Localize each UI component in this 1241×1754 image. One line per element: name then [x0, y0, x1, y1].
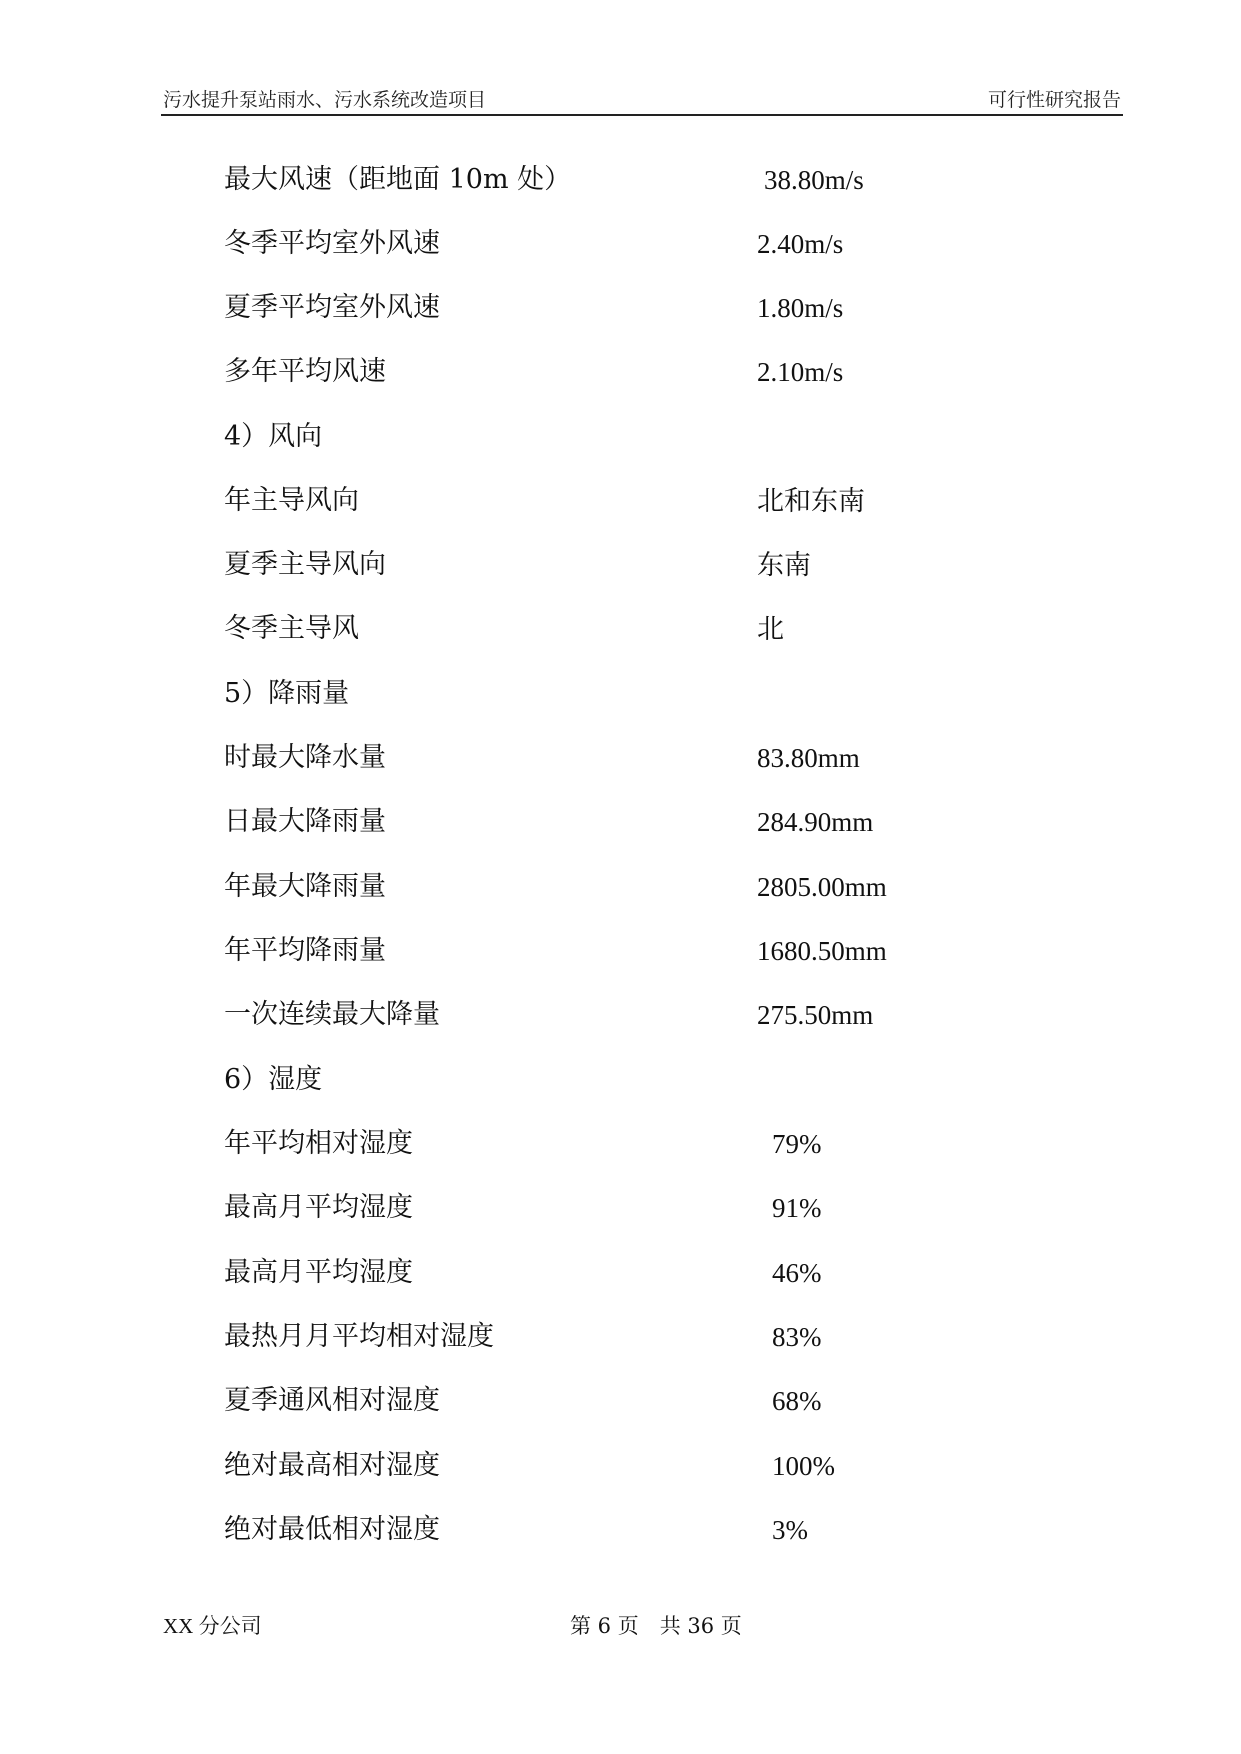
data-row: [0, 931, 1241, 971]
data-row: [0, 867, 1241, 907]
row-label: 最大风速（距地面 10m 处）: [224, 164, 572, 195]
data-row: [0, 609, 1241, 649]
section-heading: [0, 417, 1241, 457]
section-heading: [0, 674, 1241, 714]
row-label: 年主导风向: [224, 485, 359, 516]
header-project-title: 污水提升泵站雨水、污水系统改造项目: [163, 89, 487, 111]
data-row: [0, 160, 1241, 200]
section-heading-label: 4）风向: [224, 421, 323, 452]
header-report-type: 可行性研究报告: [987, 89, 1121, 111]
section-heading-label: 6）湿度: [224, 1064, 323, 1095]
row-value: 83%: [772, 1322, 822, 1352]
row-label: 多年平均风速: [224, 356, 386, 387]
row-label: 日最大降雨量: [224, 806, 386, 837]
row-label: 年最大降雨量: [224, 871, 386, 902]
data-row: [0, 1188, 1241, 1228]
row-value: 68%: [772, 1386, 822, 1416]
row-value: 100%: [772, 1451, 835, 1481]
row-label: 最高月平均湿度: [224, 1192, 413, 1223]
row-label: 绝对最高相对湿度: [224, 1450, 440, 1481]
header-divider: [161, 114, 1123, 116]
row-value: 2.10m/s: [757, 357, 844, 387]
data-row: [0, 1446, 1241, 1486]
row-label: 冬季平均室外风速: [224, 228, 440, 259]
row-label: 绝对最低相对湿度: [224, 1514, 440, 1545]
row-label: 时最大降水量: [224, 742, 386, 773]
row-value: 38.80m/s: [764, 165, 864, 195]
row-label: 最高月平均湿度: [224, 1257, 413, 1288]
row-value: 275.50mm: [757, 1000, 874, 1030]
row-value: 79%: [772, 1129, 822, 1159]
row-value: 91%: [772, 1193, 822, 1223]
data-row: [0, 1124, 1241, 1164]
row-value: 46%: [772, 1258, 822, 1288]
row-label: 年平均相对湿度: [224, 1128, 413, 1159]
data-row: [0, 995, 1241, 1035]
row-value: 1.80m/s: [757, 293, 844, 323]
row-value: 东南: [757, 550, 811, 580]
data-row: [0, 1253, 1241, 1293]
data-row: [0, 1510, 1241, 1550]
row-value: 3%: [772, 1515, 808, 1545]
row-label: 冬季主导风: [224, 613, 359, 644]
row-label: 最热月月平均相对湿度: [224, 1321, 494, 1352]
row-value: 北和东南: [757, 486, 865, 516]
data-row: [0, 802, 1241, 842]
section-heading: [0, 1060, 1241, 1100]
data-row: [0, 738, 1241, 778]
data-row: [0, 481, 1241, 521]
row-value: 284.90mm: [757, 807, 874, 837]
footer-company: XX 分公司: [163, 1614, 262, 1638]
row-value: 2805.00mm: [757, 872, 887, 902]
row-label: 夏季平均室外风速: [224, 292, 440, 323]
data-row: [0, 224, 1241, 264]
data-row: [0, 352, 1241, 392]
row-label: 夏季通风相对湿度: [224, 1385, 440, 1416]
row-label: 年平均降雨量: [224, 935, 386, 966]
data-row: [0, 1381, 1241, 1421]
data-row: [0, 545, 1241, 585]
row-value: 83.80mm: [757, 743, 860, 773]
section-heading-label: 5）降雨量: [224, 678, 350, 709]
row-value: 2.40m/s: [757, 229, 844, 259]
data-row: [0, 288, 1241, 328]
footer-page-number: 第 6 页 共 36 页: [570, 1614, 742, 1638]
row-label: 一次连续最大降量: [224, 999, 440, 1030]
row-value: 1680.50mm: [757, 936, 887, 966]
row-value: 北: [757, 614, 784, 644]
row-label: 夏季主导风向: [224, 549, 386, 580]
data-row: [0, 1317, 1241, 1357]
